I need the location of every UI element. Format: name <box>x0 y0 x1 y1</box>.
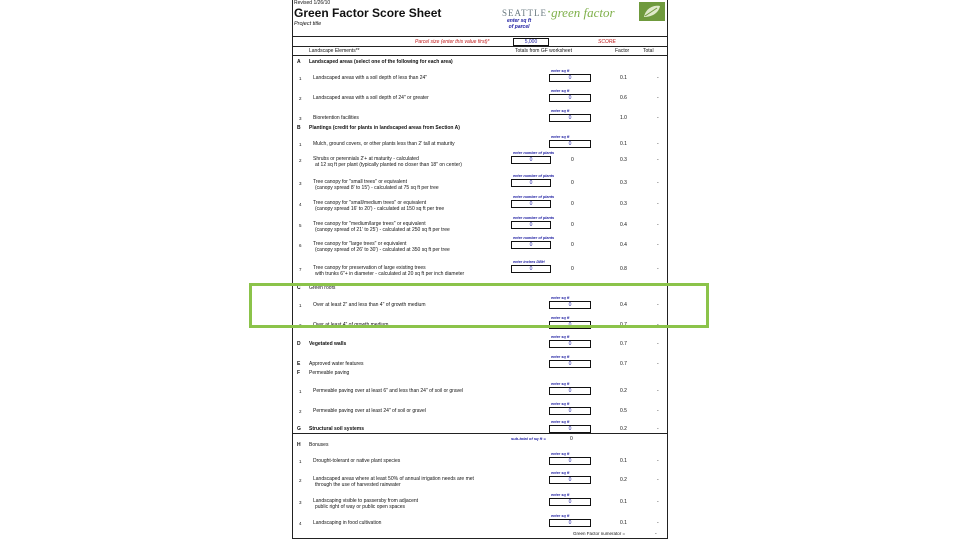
item-description-line: Over at least 4" of growth medium <box>313 322 389 328</box>
factor-value: 0.2 <box>620 426 627 432</box>
value-input[interactable]: 0 <box>511 241 551 249</box>
value-input[interactable]: 0 <box>549 140 591 148</box>
item-description <box>313 75 427 81</box>
factor-value: 0.7 <box>620 361 627 367</box>
computed-sq-ft: 0 <box>571 180 574 186</box>
parcel-size-input[interactable]: 5,000 <box>513 38 549 46</box>
item-description-line: Landscaped areas where at least 50% of annual irrigation needs are met <box>313 476 474 482</box>
item-number: 7 <box>299 267 302 272</box>
section-letter: D <box>297 341 301 347</box>
factor-value: 0.1 <box>620 75 627 81</box>
item-number: 2 <box>299 409 302 414</box>
item-number: 4 <box>299 202 302 207</box>
item-number: 1 <box>299 303 302 308</box>
col-header-totals: Totals from GF worksheet <box>515 48 572 54</box>
value-input[interactable]: 0 <box>511 179 551 187</box>
item-description <box>313 95 429 101</box>
value-input[interactable]: 0 <box>511 200 551 208</box>
value-input[interactable]: 0 <box>549 498 591 506</box>
total-value: - <box>657 75 659 81</box>
enter-value-hint: enter sq ft <box>551 135 570 139</box>
section-heading: Green roofs <box>309 285 336 291</box>
section-heading: Landscaped areas (select one of the following for each area) <box>309 59 453 65</box>
factor-value: 0.7 <box>620 341 627 347</box>
value-input[interactable]: 0 <box>511 156 551 164</box>
item-number: 1 <box>299 459 302 464</box>
item-description-line: Bioretention facilities <box>313 115 359 121</box>
total-value: - <box>657 426 659 432</box>
item-description-line: Drought-tolerant or native plant species <box>313 458 401 464</box>
factor-value: 0.1 <box>620 499 627 505</box>
item-description <box>313 498 418 510</box>
value-input[interactable]: 0 <box>549 74 591 82</box>
total-value: - <box>657 266 659 272</box>
green-roofs-highlight <box>249 283 709 328</box>
enter-value-hint: enter sq ft <box>551 382 570 386</box>
total-value: - <box>657 180 659 186</box>
subtotal-value: 0 <box>570 436 573 442</box>
computed-sq-ft: 0 <box>571 157 574 163</box>
section-letter: B <box>297 125 301 131</box>
item-description-line: Landscaped areas with a soil depth of 24" or greater <box>313 95 429 101</box>
divider <box>293 46 667 47</box>
item-description-line: (canopy spread of 21' to 25') - calculated at 250 sq ft per tree <box>315 227 450 233</box>
item-description-line: Shrubs or perennials 2'+ at maturity - calculated <box>313 156 419 162</box>
value-input[interactable]: 0 <box>549 457 591 465</box>
divider <box>293 36 667 37</box>
logo-seattle-text: SEATTLE <box>502 8 547 18</box>
col-header-elements: Landscape Elements** <box>309 48 360 54</box>
green-factor-numerator-label: Green Factor numerator = <box>573 531 626 536</box>
item-description-line: Tree canopy for preservation of large existing trees <box>313 265 426 271</box>
factor-value: 0.1 <box>620 458 627 464</box>
item-number: 1 <box>299 76 302 81</box>
section-heading: Bonuses <box>309 442 329 448</box>
item-description <box>313 265 464 277</box>
item-description <box>313 388 463 394</box>
enter-value-hint: enter sq ft <box>551 402 570 406</box>
factor-value: 0.1 <box>620 141 627 147</box>
item-number: 6 <box>299 243 302 248</box>
item-description-line: Landscaped areas with a soil depth of less than 24" <box>313 75 428 81</box>
factor-value: 0.2 <box>620 477 627 483</box>
enter-value-hint: enter sq ft <box>551 420 570 424</box>
total-value: - <box>657 361 659 367</box>
item-number: 2 <box>299 323 302 328</box>
page-title: Green Factor Score Sheet <box>294 6 442 20</box>
enter-value-hint: enter sq ft <box>551 514 570 518</box>
enter-value-hint: enter sq ft <box>551 89 570 93</box>
total-value: - <box>657 242 659 248</box>
item-description-line: (canopy spread of 26' to 30') - calculated at 350 sq ft per tree <box>315 247 450 253</box>
total-value: - <box>657 408 659 414</box>
item-description <box>313 408 426 414</box>
enter-value-hint: enter sq ft <box>551 109 570 113</box>
item-description-line: Tree canopy for "small trees" or equivalent <box>313 179 407 185</box>
factor-value: 0.5 <box>620 408 627 414</box>
computed-sq-ft: 0 <box>571 222 574 228</box>
enter-value-hint: enter number of plants <box>513 151 555 155</box>
enter-value-hint: enter number of plants <box>513 236 555 240</box>
item-description-line: Landscaping visible to passersby from adjacent <box>313 498 419 504</box>
item-description-line: Mulch, ground covers, or other plants less than 2' tall at maturity <box>313 141 455 147</box>
total-value: - <box>657 141 659 147</box>
computed-sq-ft: 0 <box>571 266 574 272</box>
section-letter: C <box>297 285 301 291</box>
item-number: 4 <box>299 521 302 526</box>
divider <box>293 55 667 56</box>
section-heading: Vegetated walls <box>309 341 347 347</box>
item-number: 5 <box>299 223 302 228</box>
item-description-line: Tree canopy for "medium/large trees" or equivalent <box>313 221 426 227</box>
factor-value: 0.3 <box>620 157 627 163</box>
value-input[interactable]: 0 <box>549 425 591 433</box>
total-value: - <box>657 499 659 505</box>
item-number: 2 <box>299 478 302 483</box>
factor-value: 0.1 <box>620 520 627 526</box>
factor-value: 0.8 <box>620 266 627 272</box>
total-value: - <box>657 157 659 163</box>
item-number: 3 <box>299 500 302 505</box>
parcel-hint <box>507 18 531 30</box>
logo-green-factor-text: green factor <box>551 5 615 20</box>
item-description-line: (canopy spread 8' to 15') - calculated at 75 sq ft per tree <box>315 185 439 191</box>
total-value: - <box>657 520 659 526</box>
factor-value: 0.4 <box>620 242 627 248</box>
enter-value-hint: enter inches DBH <box>513 260 545 264</box>
revised-date: Revised 1/26/10 <box>294 0 331 6</box>
total-value: - <box>657 201 659 207</box>
item-description-line: Tree canopy for "large trees" or equivalent <box>313 241 407 247</box>
item-description <box>313 200 444 212</box>
item-description-line: (canopy spread 16' to 20') - calculated at 150 sq ft per tree <box>315 206 445 212</box>
item-description <box>313 179 439 191</box>
section-heading: Permeable paving <box>309 370 350 376</box>
total-value: - <box>657 477 659 483</box>
parcel-hint-text: enter sq ft of parcel <box>507 18 532 30</box>
item-number: 2 <box>299 158 302 163</box>
item-description <box>313 156 462 168</box>
enter-value-hint: enter sq ft <box>551 471 570 475</box>
value-input[interactable]: 0 <box>549 321 591 329</box>
item-number: 1 <box>299 389 302 394</box>
project-title-label: Project title <box>294 21 322 27</box>
item-description-line: Tree canopy for "small/medium trees" or equivalent <box>313 200 427 206</box>
item-description <box>313 141 455 147</box>
factor-value: 0.2 <box>620 388 627 394</box>
section-letter: G <box>297 426 301 432</box>
enter-value-hint: enter number of plants <box>513 195 555 199</box>
factor-value: 0.4 <box>620 222 627 228</box>
enter-value-hint: enter sq ft <box>551 335 570 339</box>
section-letter: A <box>297 59 301 65</box>
section-heading: Approved water features <box>309 361 364 367</box>
section-heading: Plantings (credit for plants in landscaped areas from Section A) <box>309 125 460 131</box>
value-input[interactable]: 0 <box>549 340 591 348</box>
item-description-line: through the use of harvested rainwater <box>315 482 401 488</box>
total-value: - <box>657 95 659 101</box>
item-description-line: public right of way or public open spaces <box>315 504 406 510</box>
section-letter: H <box>297 442 301 448</box>
item-number: 1 <box>299 142 302 147</box>
item-description-line: Permeable paving over at least 6" and less than 24" of soil or gravel <box>313 388 464 394</box>
section-letter: F <box>297 370 301 376</box>
item-number: 3 <box>299 116 302 121</box>
item-description <box>313 221 450 233</box>
divider <box>293 433 667 434</box>
value-input[interactable]: 0 <box>511 221 551 229</box>
factor-value: 0.7 <box>620 322 627 328</box>
item-description <box>313 241 450 253</box>
col-header-total: Total <box>643 48 654 54</box>
value-input[interactable]: 0 <box>549 476 591 484</box>
value-input[interactable]: 0 <box>549 301 591 309</box>
item-description-line: Landscaping in food cultivation <box>313 520 382 526</box>
item-description-line: with trunks 6"+ in diameter - calculated at 20 sq ft per inch diameter <box>315 271 465 277</box>
enter-value-hint: enter sq ft <box>551 316 570 320</box>
value-input[interactable]: 0 <box>549 387 591 395</box>
item-description <box>313 115 359 121</box>
total-value: - <box>657 302 659 308</box>
score-label: SCORE <box>598 39 616 45</box>
value-input[interactable]: 0 <box>549 94 591 102</box>
factor-value: 0.4 <box>620 302 627 308</box>
score-sheet <box>292 0 668 539</box>
section-letter: E <box>297 361 301 367</box>
value-input[interactable]: 0 <box>549 519 591 527</box>
green-factor-numerator-value: - <box>655 531 657 537</box>
enter-value-hint: enter sq ft <box>551 296 570 300</box>
enter-value-hint: enter number of plants <box>513 216 555 220</box>
computed-sq-ft: 0 <box>571 242 574 248</box>
total-value: - <box>657 458 659 464</box>
total-value: - <box>657 322 659 328</box>
computed-sq-ft: 0 <box>571 201 574 207</box>
total-value: - <box>657 341 659 347</box>
factor-value: 0.3 <box>620 180 627 186</box>
value-input[interactable]: 0 <box>549 360 591 368</box>
factor-value: 1.0 <box>620 115 627 121</box>
factor-value: 0.6 <box>620 95 627 101</box>
value-input[interactable]: 0 <box>511 265 551 273</box>
total-value: - <box>657 115 659 121</box>
total-value: - <box>657 388 659 394</box>
subtotal-label: sub-total of sq ft = <box>511 436 546 441</box>
item-number: 3 <box>299 181 302 186</box>
item-description <box>313 476 474 488</box>
leaf-logo-icon <box>639 2 665 21</box>
col-header-factor: Factor <box>615 48 630 54</box>
value-input[interactable]: 0 <box>549 114 591 122</box>
total-value: - <box>657 222 659 228</box>
item-description-line: at 12 sq ft per plant (typically planted no closer than 18" on center) <box>315 162 462 168</box>
enter-value-hint: enter sq ft <box>551 493 570 497</box>
item-description-line: Permeable paving over at least 24" of soil or gravel <box>313 408 426 414</box>
parcel-size-label: Parcel size (enter this value first)* <box>415 39 490 45</box>
logo-dot-icon: • <box>548 10 551 16</box>
item-description-line: Over at least 2" and less than 4" of growth medium <box>313 302 426 308</box>
item-description <box>313 458 400 464</box>
factor-value: 0.3 <box>620 201 627 207</box>
item-description <box>313 520 381 526</box>
enter-value-hint: enter sq ft <box>551 355 570 359</box>
enter-value-hint: enter number of plants <box>513 174 555 178</box>
item-number: 2 <box>299 96 302 101</box>
enter-value-hint: enter sq ft <box>551 452 570 456</box>
enter-value-hint: enter sq ft <box>551 69 570 73</box>
section-heading: Structural soil systems <box>309 426 365 432</box>
value-input[interactable]: 0 <box>549 407 591 415</box>
